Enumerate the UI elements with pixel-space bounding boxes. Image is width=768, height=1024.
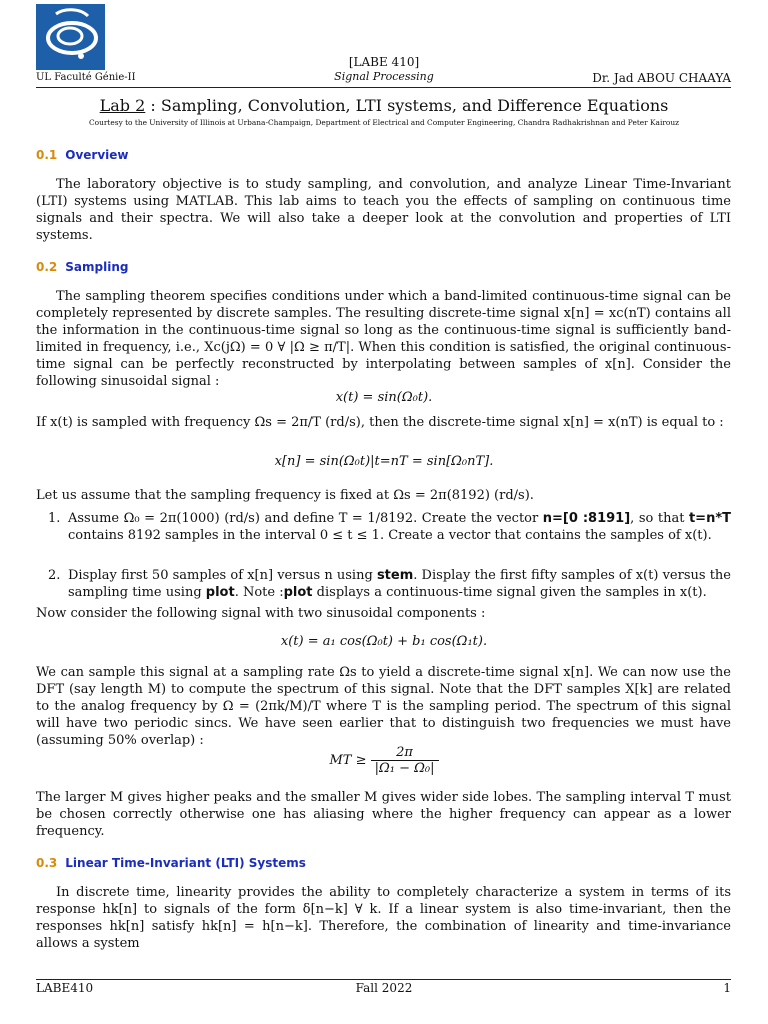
equation-4 bbox=[0, 745, 768, 776]
sampling-paragraph-4: Now consider the following signal with two sinusoidal components : bbox=[36, 606, 486, 621]
code-term: plot bbox=[205, 585, 235, 600]
section-label: Sampling bbox=[65, 260, 129, 274]
list-item bbox=[48, 510, 731, 544]
list-text: contains 8192 samples in the interval 0 ≤ t ≤ 1. Create a vector that contains the samples of x(t). bbox=[68, 528, 712, 543]
lti-paragraph-1: In discrete time, linearity provides the ability to completely characterize a system in terms of its response hk[n] to signals of the form δ[n−k] ∀ k. If a linear system is also time-invariant, then the responses hk[n] satisfy hk[n] = h[n−k]. Therefore, the combination of linearity and time-invariance allows a system bbox=[36, 885, 731, 951]
code-term: n=[0 :8191] bbox=[542, 511, 631, 526]
course-name: Signal Processing bbox=[334, 70, 434, 83]
sampling-paragraph-5: We can sample this signal at a sampling rate Ωs to yield a discrete-time signal x[n]. We can now use the DFT (say length M) to compute the spectrum of this signal. Note that the DFT samples X[k] are related to the analog frequency by Ω = (2πk/M)/T where T is the sampling period. The spectrum of this signal will have two periodic sincs. We have seen earlier that to distinguish two frequencies we must have (assuming 50% overlap) : bbox=[36, 665, 731, 748]
section-number: 0.1 bbox=[36, 148, 58, 162]
section-number: 0.2 bbox=[36, 260, 58, 274]
footer-left: LABE410 bbox=[36, 981, 94, 995]
overview-paragraph: The laboratory objective is to study sampling, and convolution, and analyze Linear Time-Invariant (LTI) systems using MATLAB. This lab aims to teach you the effects of sampling on continuous time signals and their spectra. We will also take a deeper look at the convolution and properties of LTI systems. bbox=[36, 177, 731, 243]
list-text: , so that bbox=[630, 511, 689, 526]
list-number: 1. bbox=[48, 511, 61, 526]
author-name: Dr. Jad ABOU CHAAYA bbox=[592, 71, 731, 85]
footer-center: Fall 2022 bbox=[355, 981, 413, 995]
list-text: . Note : bbox=[234, 585, 284, 600]
code-term: stem bbox=[376, 568, 414, 583]
eq4-numerator: 2π bbox=[371, 745, 439, 761]
list-text: displays a continuous-time signal given the samples in x(t). bbox=[312, 585, 707, 600]
list-text: . Display the first fifty samples of x(t) versus the sampling time using bbox=[68, 568, 731, 600]
section-label: Overview bbox=[65, 148, 129, 162]
title-rest: : Sampling, Convolution, LTI systems, and Difference Equations bbox=[145, 96, 669, 115]
courtesy-note: Courtesy to the University of Illinois at Urbana-Champaign, Department of Electrical and Computer Engineering, Chandra Radhakrishnan and Peter Kairouz bbox=[89, 118, 679, 127]
page-number: 1 bbox=[723, 981, 731, 995]
sampling-paragraph-1: The sampling theorem specifies conditions under which a band-limited continuous-time signal can be completely represented by discrete samples. The resulting discrete-time signal x[n] = xc(nT) contains all the information in the continuous-time signal so long as the continuous-time signal is sufficiently band-limited in frequency, i.e., Xc(jΩ) = 0 ∀ |Ω ≥ π/T|. When this condition is satisfied, the original continuous-time signal can be perfectly reconstructed by interpolating between samples of x[n]. Consider the following sinusoidal signal : bbox=[36, 289, 731, 389]
equation-2: x[n] = sin(Ω₀t)|t=nT = sin[Ω₀nT]. bbox=[274, 454, 494, 469]
faculty-name: UL Faculté Génie-II bbox=[36, 72, 136, 83]
section-label: Linear Time-Invariant (LTI) Systems bbox=[65, 856, 306, 870]
header-rule bbox=[36, 87, 731, 88]
sampling-paragraph-3: Let us assume that the sampling frequency is fixed at Ωs = 2π(8192) (rd/s). bbox=[36, 488, 534, 503]
list-item bbox=[48, 567, 731, 601]
section-heading-sampling bbox=[36, 260, 128, 274]
sampling-paragraph-2: If x(t) is sampled with frequency Ωs = 2π/T (rd/s), then the discrete-time signal x[n] = x(nT) is equal to : bbox=[36, 415, 724, 430]
course-code: [LABE 410] bbox=[348, 55, 420, 69]
list-number: 2. bbox=[48, 568, 61, 583]
eq4-denominator: |Ω₁ − Ω₀| bbox=[374, 761, 435, 776]
equation-3: x(t) = a₁ cos(Ω₀t) + b₁ cos(Ω₁t). bbox=[280, 634, 488, 649]
eq4-lhs: MT ≥ bbox=[329, 753, 367, 768]
code-term: plot bbox=[283, 585, 313, 600]
footer-rule bbox=[36, 979, 731, 980]
section-heading-lti bbox=[36, 856, 306, 870]
sampling-paragraph-6: The larger M gives higher peaks and the smaller M gives wider side lobes. The sampling interval T must be chosen correctly otherwise one has aliasing where the higher frequency can appear as a lower frequency. bbox=[36, 790, 731, 839]
title-prefix: Lab 2 bbox=[99, 96, 146, 115]
code-term: t=n*T bbox=[688, 511, 731, 526]
list-text: Display first 50 samples of x[n] versus n using bbox=[68, 568, 377, 583]
section-number: 0.3 bbox=[36, 856, 58, 870]
page-title bbox=[0, 96, 768, 115]
eq4-fraction bbox=[371, 745, 439, 776]
equation-1: x(t) = sin(Ω₀t). bbox=[335, 390, 433, 405]
list-text: Assume Ω₀ = 2π(1000) (rd/s) and define T = 1/8192. Create the vector bbox=[68, 511, 543, 526]
section-heading-overview bbox=[36, 148, 129, 162]
